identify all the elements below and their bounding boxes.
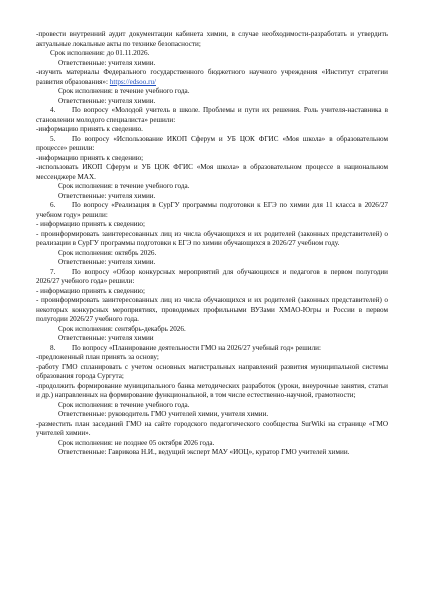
paragraph-text: Ответственные: учителя химии. [58, 96, 156, 105]
paragraph-text: Ответственные: учителя химии. [58, 191, 156, 200]
decision-line [36, 163, 388, 182]
decision-line [36, 220, 388, 230]
decision-line [36, 30, 388, 49]
paragraph-text: - информацию принять к сведению; [36, 286, 145, 295]
assignment-line [36, 97, 388, 107]
paragraph-text: -изучить материалы Федерального государственного бюджетного научного учреждения «Институт стратегии развития образования»: [36, 68, 388, 86]
agenda-item-text: По вопросу «Реализация в СурГУ программы подготовки к ЕГЭ по химии для 11 класса в 2026/27 учебном году» решили: [36, 201, 388, 219]
paragraph-text: Срок исполнения: в течение учебного года. [58, 87, 190, 95]
paragraph-text: Ответственные: учителя химии. [58, 58, 156, 67]
agenda-item [36, 344, 388, 354]
paragraph-text: Срок исполнения: в течение учебного года. [58, 400, 190, 409]
assignment-line [36, 249, 388, 259]
paragraph-text: - информацию принять к сведению; [36, 220, 145, 228]
decision-line [36, 125, 388, 135]
paragraph-text: -информацию принять к сведению; [36, 153, 144, 162]
decision-line [36, 382, 388, 401]
paragraph-text: -разместить план заседаний ГМО на сайте городского педагогического сообщества SurWiki на странице «ГМО учителей химии». [36, 419, 388, 437]
paragraph-text: - проинформировать заинтересованных лиц из числа обучающихся и их родителей (законных представителей) о реализации в СурГУ программы подготовки к ЕГЭ по химии обучающихся в 2026/27 учебном году. [36, 229, 388, 247]
agenda-item-number: 8. [50, 343, 56, 352]
decision-line [36, 68, 388, 87]
paragraph-text: -продолжить формирование муниципального банка методических разработок (уроки, внеурочные занятия, статьи и др.) направленных на формирование функциональной, в том числе естественно-научной, грамотности; [36, 381, 388, 399]
paragraph-text: Ответственные: учителя химии [58, 334, 154, 342]
assignment-line [36, 439, 388, 449]
paragraph-text: -информацию принять к сведению. [36, 125, 143, 133]
agenda-item-text: По вопросу «Молодой учитель в школе. Проблемы и пути их решения. Роль учителя-наставника в становлении молодого специалиста» решили: [36, 106, 388, 124]
paragraph-text: -использовать ИКОП Сферум и УБ ЦОК ФГИС «Моя школа» в образовательном процессе в национальном мессенджере MAX. [36, 163, 388, 181]
assignment-line [36, 410, 388, 420]
agenda-item-number: 4. [50, 106, 56, 114]
paragraph-text: Ответственные: учителя химии. [58, 258, 156, 266]
paragraph-text: - проинформировать заинтересованных лиц из числа обучающихся и их родителей (законных представителей) о некоторых конкурсных мероприятиях, проводимых профильными ВУЗами ХМАО-Югры и России в первом полугодии 2026/27 учебного года. [36, 296, 388, 323]
paragraph-text: Срок исполнения: октябрь 2026. [58, 248, 157, 257]
paragraph-text: Срок исполнения: в течение учебного года. [58, 182, 190, 190]
agenda-item-text: По вопросу «Обзор конкурсных мероприятий для обучающихся и педагогов в первом полугодии 2026/27 учебного года» решили: [36, 267, 388, 285]
assignment-line [36, 448, 388, 458]
paragraph-text: -предложенный план принять за основу; [36, 353, 159, 361]
assignment-line [36, 325, 388, 335]
decision-line [36, 230, 388, 249]
assignment-line [36, 258, 388, 268]
agenda-item-number: 5. [50, 134, 56, 143]
agenda-item-text: По вопросу «Использование ИКОП Сферум и УБ ЦОК ФГИС «Моя школа» в образовательном процессе» решили: [36, 134, 388, 152]
assignment-line [36, 192, 388, 202]
agenda-item [36, 106, 388, 125]
assignment-line [36, 182, 388, 192]
paragraph-text: Срок исполнения: сентябрь-декабрь 2026. [58, 324, 186, 333]
decision-line [36, 287, 388, 297]
agenda-item [36, 201, 388, 220]
agenda-item-number: 6. [50, 201, 56, 209]
agenda-item [36, 135, 388, 154]
decision-line [36, 363, 388, 382]
paragraph-text: Срок исполнения: не позднее 05 октября 2026 года. [58, 438, 215, 447]
assignment-line [36, 87, 388, 97]
edsoo-link[interactable]: https://edsoo.ru/ [109, 77, 157, 86]
paragraph-text: Ответственные: руководитель ГМО учителей химии, учителя химии. [58, 410, 269, 418]
decision-line [36, 296, 388, 325]
agenda-item [36, 268, 388, 287]
paragraph-text: Ответственные: Гаврикова Н.И., ведущий эксперт МАУ «ИОЦ», куратор ГМО учителей химии. [58, 448, 350, 456]
assignment-line [36, 334, 388, 344]
decision-line [36, 420, 388, 439]
paragraph-text: -провести внутренний аудит документации кабинета химии, в случае необходимости-разработать и утвердить актуальные локальные акты по технике безопасности; [36, 30, 388, 48]
paragraph-text: -работу ГМО спланировать с учетом основных магистральных направлений развития муниципальной системы образования города Сургута; [36, 362, 388, 380]
agenda-item-text: По вопросу «Планирование деятельности ГМО на 2026/27 учебный год» решили: [72, 343, 321, 352]
decision-line [36, 154, 388, 164]
decision-line [36, 353, 388, 363]
assignment-line [36, 401, 388, 411]
assignment-line [36, 49, 388, 59]
agenda-item-number: 7. [50, 267, 56, 276]
paragraph-text: Срок исполнения: до 01.11.2026. [50, 49, 150, 57]
assignment-line [36, 59, 388, 69]
